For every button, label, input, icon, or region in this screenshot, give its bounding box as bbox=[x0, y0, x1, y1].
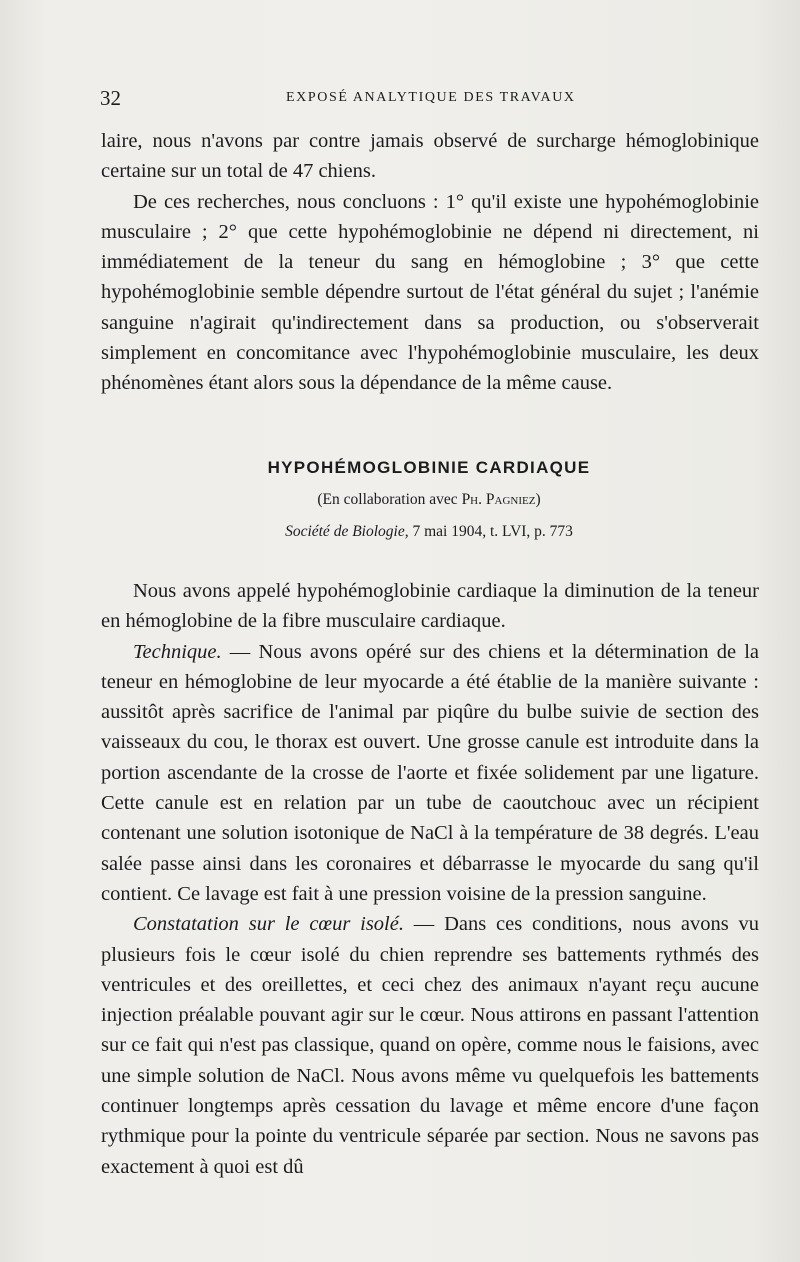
technique-label: Technique. bbox=[133, 640, 222, 663]
main-text bbox=[101, 576, 759, 1182]
page-header bbox=[100, 86, 760, 114]
section-title: HYPOHÉMOGLOBINIE CARDIAQUE bbox=[267, 458, 591, 477]
body-paragraph-1: Nous avons appelé hypohémoglobinie cardiaque la diminution de la teneur en hémoglobine de la fibre musculaire cardiaque. bbox=[101, 580, 759, 633]
constatation-label: Constatation sur le cœur isolé. bbox=[133, 913, 404, 936]
collab-suffix: ) bbox=[535, 491, 541, 508]
intro-text bbox=[101, 126, 759, 399]
body-paragraph-constatation bbox=[101, 909, 759, 1182]
intro-paragraph-1: laire, nous n'avons par contre jamais observé de surcharge hémoglobinique certaine sur un total de 47 chiens. bbox=[101, 130, 759, 183]
collaborator-name: Ph. Pagniez bbox=[461, 491, 536, 508]
constatation-text: — Dans ces conditions, nous avons vu plusieurs fois le cœur isolé du chien reprendre ses battements rythmés des ventricules et des oreillettes, et ceci chez des animaux n'ayant reçu aucune injection préalable pouvant agir sur le cœur. Nous attirons en passant l'attention sur ce fait qui n'est pas classique, quand on opère, comme nous le faisions, avec une simple solution de NaCl. Nous avons même vu quelquefois les battements continuer longtemps après cessation du lavage et même encore d'une façon rythmique pour la pointe du ventricule séparée par section. Nous ne savons pas exactement à quoi est dû bbox=[101, 913, 759, 1178]
body-paragraph-technique bbox=[101, 637, 759, 910]
page-number: 32 bbox=[100, 86, 121, 110]
collaboration-line bbox=[100, 491, 758, 509]
technique-text: — Nous avons opéré sur des chiens et la détermination de la teneur en hémoglobine de leur myocarde a été établie de la manière suivante : aussitôt après sacrifice de l'animal par piqûre du bulbe suivie de section des vaisseaux du cou, le thorax est ouvert. Une grosse canule est introduite dans la portion ascendante de la crosse de l'aorte et fixée solidement par une ligature. Cette canule est en relation par un tube de caoutchouc avec un récipient contenant une solution isotonique de NaCl à la température de 38 degrés. L'eau salée passe ainsi dans les coronaires et débarrasse le myocarde du sang qu'il contient. Ce lavage est fait à une pression voisine de la pression sanguine. bbox=[101, 640, 759, 905]
source-citation bbox=[100, 523, 758, 541]
source-journal: Société de Biologie, bbox=[285, 523, 409, 540]
intro-paragraph-2: De ces recherches, nous concluons : 1° qu'il existe une hypohémoglobinie musculaire ; 2° que cette hypohémoglobinie ne dépend ni directement, ni immédiatement de la teneur du sang en hémoglobine ; 3° que cette hypohémoglobinie semble dépendre surtout de l'état général du sujet ; l'anémie sanguine n'agirait qu'indirectement dans sa production, ou s'observerait simplement en concomitance avec l'hypohémoglobinie musculaire, les deux phénomènes étant alors sous la dépendance de la même cause. bbox=[101, 190, 759, 395]
source-details: 7 mai 1904, t. LVI, p. 773 bbox=[408, 523, 573, 540]
collab-prefix: (En collaboration avec bbox=[317, 491, 462, 508]
running-title: EXPOSÉ ANALYTIQUE DES TRAVAUX bbox=[286, 90, 576, 105]
